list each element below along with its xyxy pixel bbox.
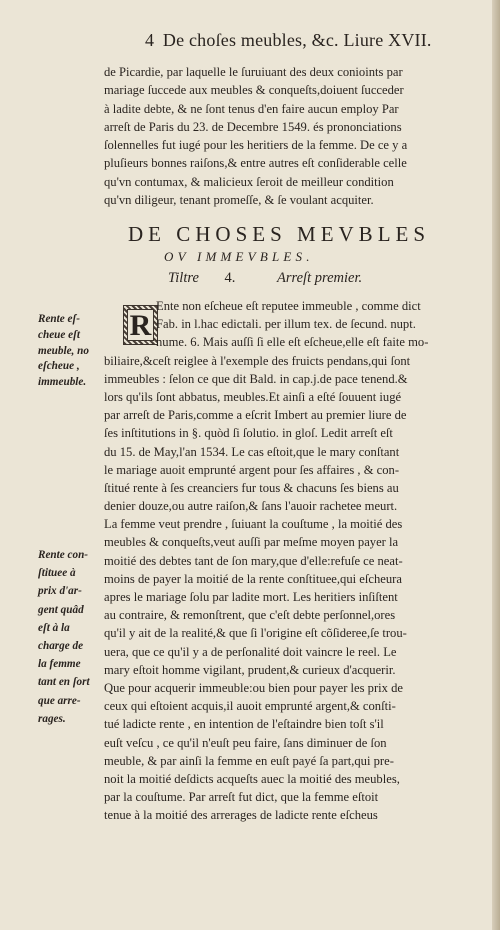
text-line: La femme veut prendre , ſuiuant la couſtume , la moitié des xyxy=(104,517,403,532)
margin-note-line: prix d'ar- xyxy=(38,585,82,598)
text-line: immeubles : ſelon ce que dit Bald. in cap.j.de pace tenend.& xyxy=(104,371,408,386)
page-number: 4 xyxy=(145,30,155,50)
tiltre-number: 4. xyxy=(224,270,236,286)
text-line: mariage ſuccede aux meubles & conqueſts,doiuent ſucceder xyxy=(104,83,404,98)
text-line: denier douze,ou autre raiſon,& ſans l'auoir rachetee meurt. xyxy=(104,499,398,514)
text-line: pluſieurs bonnes raiſons,& entre autres eſt conſiderable celle xyxy=(104,156,407,171)
main-paragraph xyxy=(104,297,496,824)
margin-note-rente-constituee xyxy=(38,548,104,730)
text-line: biliaire,&ceſt reiglee à l'exemple des fruicts pendans,qui ſont xyxy=(104,353,411,368)
tiltre-line xyxy=(168,270,478,287)
text-line: meuble, & par ainſi la femme en euſt payé ſa part,qui pre- xyxy=(104,753,394,768)
margin-note-line: meuble, no xyxy=(38,344,89,357)
text-line: à ladite debte, & ne ſont tenus d'en faire aucun employ Par xyxy=(104,101,399,116)
margin-note-line: eſt à la xyxy=(38,621,70,634)
text-line: arreſt de Paris du 23. de Decembre 1549. és prononciations xyxy=(104,119,402,134)
text-line: de Picardie, par laquelle le ſuruiuant des deux conioints par xyxy=(104,65,403,79)
text-line: ceux qui eſtoient acquis,il auoit emprunté argent,& conſti- xyxy=(104,699,396,714)
text-line: uera, que ce qu'il y a de perſonalité doit vaincre le reel. Le xyxy=(104,644,397,659)
margin-note-line: Rente con- xyxy=(38,549,89,561)
text-line: tué ladicte rente , en intention de l'eſtaindre bien toſt s'il xyxy=(104,717,384,732)
margin-note-line: rages. xyxy=(38,712,66,725)
margin-note-line: Rente eſ- xyxy=(38,313,80,325)
text-line: mary eſtoit homme vigilant, prudent,& curieux d'acquerir. xyxy=(104,662,396,677)
text-line: qu'vn contumax, & malicieux ſeroit de meilleur condition xyxy=(104,174,394,189)
dropcap-letter: R xyxy=(127,309,154,341)
margin-note-line: gent quâd xyxy=(38,603,84,616)
margin-note-line: ſtituee à xyxy=(38,567,76,580)
text-line: qu'il y ait de la realité,& que ſi l'origine eſt cõſideree,ſe trou- xyxy=(104,626,407,641)
margin-note-line: cheue eſt xyxy=(38,328,80,341)
margin-note-line: eſcheue , xyxy=(38,360,80,373)
margin-note-line: la femme xyxy=(38,658,81,671)
text-line: apres le mariage ſolu par ladite mort. Les heritiers inſiſtent xyxy=(104,590,398,604)
tiltre-label: Tiltre xyxy=(168,270,199,286)
text-line: ſtitué rente à ſes creanciers fur tous & chacuns ſes biens au xyxy=(104,480,399,495)
text-line: au contraire, & remonſtrent, que c'eſt debte perſonnel,ores xyxy=(104,608,396,623)
text-line: nume. 6. Mais auſſi ſi elle eſt eſcheue,elle eſt faite mo- xyxy=(156,335,429,350)
margin-note-line: immeuble. xyxy=(38,376,87,389)
text-line: lors qu'ils ſont abbatus, meubles.Et ainſi a eſté ſouuent iugé xyxy=(104,389,402,404)
text-line: meubles & conqueſts,veut auſſi par meſme moyen payer la xyxy=(104,535,399,550)
text-line: par la couſtume. Par arreſt fut dict, que la femme eſtoit xyxy=(104,790,379,805)
text-line: Que pour acquerir immeuble:ou bien pour payer les prix de xyxy=(104,680,404,695)
text-line: ſolennelles fut iugé pour les heritiers de la femme. De ce y a xyxy=(104,138,408,153)
section-title: DE CHOSES MEVBLES xyxy=(128,222,431,246)
margin-note-line: que arre- xyxy=(38,694,81,707)
text-line: euſt veſcu , ce qu'il n'euſt peu faire, ſans diminuer de ſon xyxy=(104,735,387,750)
margin-note-line: tant en ſort xyxy=(38,676,90,689)
text-line: le mariage auoit emprunté argent pour ſes affaires , & con- xyxy=(104,462,400,477)
text-line: moins de payer la moitié de la rente conſtituee,qui eſcheura xyxy=(104,571,402,586)
text-line: moitié des debtes tant de ſon mary,que d'elle:refuſe ce neat- xyxy=(104,553,403,568)
running-header xyxy=(145,30,475,51)
arrest-label: Arreſt premier. xyxy=(277,270,363,286)
text-line: Fab. in l.hac edictali. per illum tex. de ſecund. nupt. xyxy=(156,317,416,332)
text-line: du 15. de May,l'an 1534. Le cas eſtoit,que le mary conſtant xyxy=(104,444,400,459)
margin-note-rente-eschue xyxy=(38,312,104,391)
intro-paragraph xyxy=(104,63,494,209)
text-line: Ente non eſcheue eſt reputee immeuble , comme dict xyxy=(156,299,421,313)
text-line: qu'vn diligeur, tenant promeſſe, & ſe voulant acquiter. xyxy=(104,193,374,208)
text-line: ſes inſtitutions in §. quòd ſi ſolutio. in gloſ. Ledit arreſt eſt xyxy=(104,426,393,441)
section-subtitle: OV IMMEVBLES. xyxy=(164,249,314,264)
text-line: tenue à la moitié des arrerages de ladicte rente eſcheus xyxy=(104,808,378,823)
margin-note-line: charge de xyxy=(38,639,84,652)
running-title: De choſes meubles, &c. Liure XVII. xyxy=(162,30,432,50)
text-line: par arreſt de Paris,comme a eſcrit Imbert au premier liure de xyxy=(104,408,407,423)
text-line: noit la moitié deſdicts acqueſts auec la moitié des meubles, xyxy=(104,771,400,786)
